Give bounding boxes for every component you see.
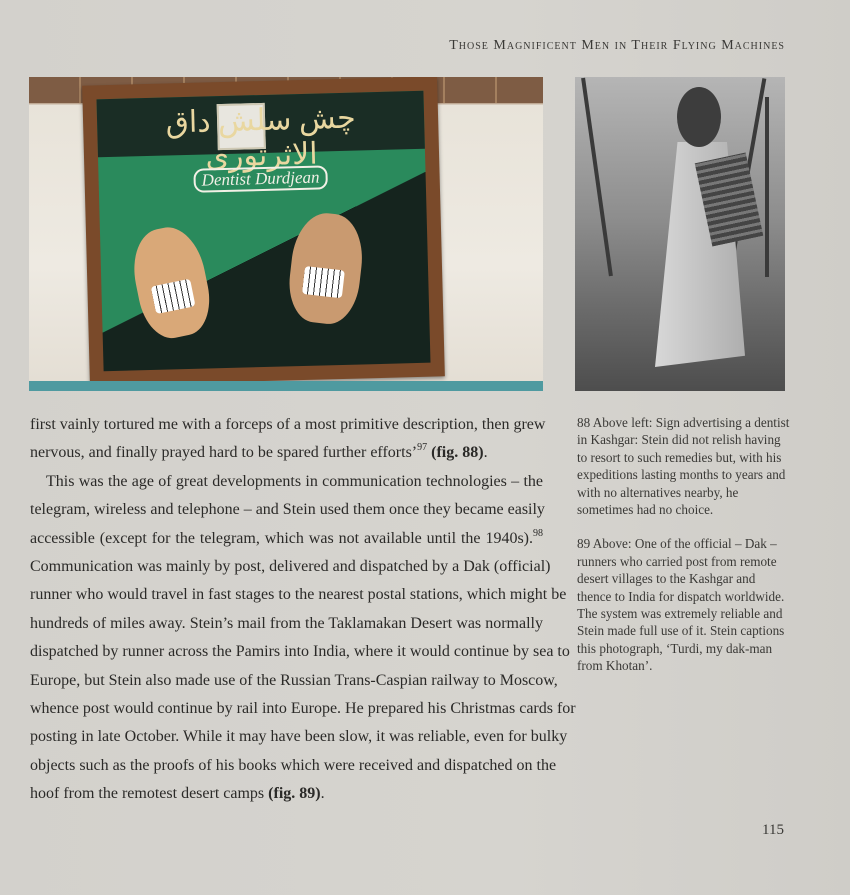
line-text: This was the age of great developments in communication technologies – the xyxy=(46,472,543,490)
sign-label: Dentist Durdjean xyxy=(193,165,327,192)
line-text: nervous, and finally prayed hard to be spared further efforts’ xyxy=(30,444,418,462)
text-line xyxy=(30,723,568,751)
line-text: dispatched by runner across the Pamirs into India, where it would continue by sea to xyxy=(30,643,570,661)
photo-dentist-sign xyxy=(29,77,543,391)
text-line xyxy=(30,780,543,808)
face-illustration xyxy=(126,222,217,344)
text-line xyxy=(30,439,543,467)
line-text: runner who would travel in fast stages to the nearest postal stations, which might be xyxy=(30,586,567,604)
text-line xyxy=(30,638,570,666)
sign-arabic-text: چش سلش داق الاثرتوری xyxy=(165,101,357,174)
text-line xyxy=(30,553,551,581)
line-text: posting in late October. While it may have been slow, it was reliable, even for bulky xyxy=(30,728,568,746)
text-line xyxy=(30,468,543,496)
line-text: first vainly tortured me with a forceps of a most primitive description, then grew xyxy=(30,416,546,433)
line-text: objects such as the proofs of his books which were received and dispatched on the xyxy=(30,756,557,774)
line-text: telegram, wireless and telephone – and Stein used them once they became easily xyxy=(30,501,545,519)
footnote-ref: 98 xyxy=(533,527,543,539)
text-line xyxy=(30,496,543,524)
text-line xyxy=(30,667,558,695)
figure-ref: (fig. 89) xyxy=(268,785,321,803)
line-text: Europe, but Stein also made use of the Russian Trans-Caspian railway to Moscow, xyxy=(30,671,558,689)
line-tail: . xyxy=(320,785,325,803)
text-line xyxy=(30,411,546,439)
page-number: 115 xyxy=(762,822,784,838)
text-line xyxy=(30,581,567,609)
figure-ref: (fig. 88) xyxy=(427,444,484,462)
line-text: accessible (except for the telegram, which was not available until the 1940s). xyxy=(30,529,533,547)
runner-figure xyxy=(615,87,745,387)
line-text: hundreds of miles away. Stein’s mail from the Taklamakan Desert was normally xyxy=(30,614,543,632)
line-text: whence post would continue by rail into Europe. He prepared his Christmas cards for xyxy=(30,699,576,717)
text-line xyxy=(30,610,543,638)
body-text xyxy=(30,411,576,808)
caption-fig-89: 89 Above: One of the official – Dak – runners who carried post from remote desert villages to the Kashgar and thence to India for dispatch worldwide. The system was extremely reliable and Stein made full use of it. Stein captions this photograph, ‘Turdi, my dak-man from Khotan’. xyxy=(577,536,785,674)
line-text: Communication was mainly by post, delivered and dispatched by a Dak (official) xyxy=(30,557,551,575)
dentist-sign xyxy=(82,77,445,386)
text-line xyxy=(30,752,557,780)
text-line xyxy=(30,695,576,723)
line-tail: . xyxy=(483,444,488,462)
running-head: Those Magnificent Men in Their Flying Machines xyxy=(449,38,785,53)
footnote-ref: 97 xyxy=(417,442,428,454)
captions xyxy=(577,414,792,692)
face-illustration xyxy=(285,210,367,327)
line-text: hoof from the remotest desert camps xyxy=(30,785,269,803)
text-line xyxy=(30,525,543,553)
photo-dak-runner xyxy=(575,77,785,391)
caption-fig-88: 88 Above left: Sign advertising a dentist in Kashgar: Stein did not relish having to resort to such remedies but, with his expeditions lasting months to years and with no alternatives nearby, he sometimes had no choice. xyxy=(577,415,790,518)
